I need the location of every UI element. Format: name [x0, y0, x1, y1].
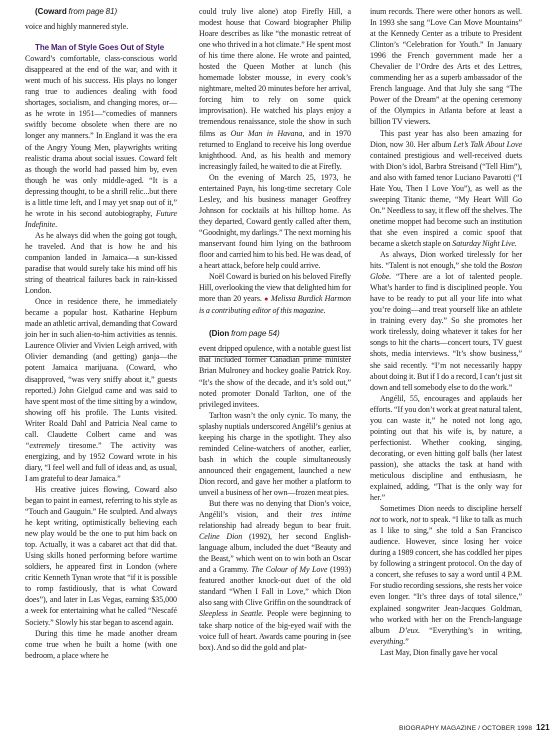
- coward-c1-p5: During this time he made another dream come true when he built a home (with one bedroom, a place where he: [25, 628, 177, 660]
- coward-c1-p4: His creative juices flowing, Coward also began to paint in earnest, referring to his style as “Touch and Gauguin.” He sculpted. And always he kept writing, optimistically believing each new play would be the one to put him back on top. Actually, it was a cabaret act that did that. Using skills honed performing before wartime soldiers, he appeared first in London (where critic Kenneth Tynan wrote that “if it is possible to romp fastidiously, that is what Coward does”), and later in Las Vegas, earning $35,000 a week for entertaining what he called “Nescafé Society.” Slowly his star began to ascend again.: [25, 484, 177, 627]
- coward-c1-p1: Coward’s comfortable, class-conscious world disappeared at the end of the war, and with it went much of his success. His plays no longer rang true to audiences dealing with food shortages, socialism, and changing mores, or—as he wrote in 1951—“comedies of manners swiftly become obsolete when there are no longer any manners.” In England it was the era of the Angry Young Men, playwrights writing realistic drama about social issues. Coward felt as though the world had passed him by, even though he was only middle-aged. “It is a depressing thought, to be a shrill relic...but there is a little time left, and I may yet snap out of it,” he wrote in his second autobiography, Future Indefinite.: [25, 54, 177, 229]
- dion-c3-p3: As always, Dion worked tirelessly for her hits. “Talent is not enough,” she told the Boston Globe. “There are a lot of talented people. What’s harder to find is disciplined people. You have to be ready to put all your life into what you’re doing—and treat yourself like an athlete in training every day.” So she promotes her work tirelessly, doing whatever it takes for her songs to hit the charts—concert tours, TV guest shots, media interviews. “It’s show business,” she said recently. “I’m not necessarily happy about doing it. But if I do a record, I can’t just sit down and tell somebody else to do the work.”: [370, 250, 523, 392]
- dion-continued-line: (Dion from page 54): [209, 329, 280, 339]
- coward-c2-p3: Noël Coward is buried on his beloved Firefly Hill, overlooking the view that delighted him for more than 20 years. ● Melissa Burdick Harmon is a contributing editor of this magazine.: [199, 272, 351, 316]
- author-credit: Melissa Burdick Harmon is a contributing editor of this magazine.: [199, 294, 351, 316]
- coward-c1-p2: As he always did when the going got tough, he traveled. And that is how he and his companion landed in Jamaica—a sun-kissed paradise that would surely take his mind off his string of theatrical failures back in rain-kissed London.: [25, 230, 177, 296]
- coward-c1-p3: Once in residence there, he immediately became a popular host. Katharine Hepburn made an athletic arrival, demanding that Coward join her in such alien-to-him activities as tennis. Laurence Olivier and Vivien Leigh arrived, with Olivier demanding (and getting) ganja—the potent Jamaica marijuana. (Coward, who disapproved, “was very sniffy about it,” guests reported.) John Gielgud came and was said to have spent most of the time sitting by a window, showing off his profile. The Lunts visited. Writer Roald Dahl and Patricia Neal came to call. Claudette Colbert came and was “extremely tiresome.” The activity was energizing, and by 1952 Coward wrote in his diary, “I feel well and full of ideas and, as usual, I am grateful to dear Jamaica.”: [25, 297, 178, 483]
- dion-c3-p6: Last May, Dion finally gave her vocal: [380, 647, 498, 657]
- coward-continued-line: (Coward from page 81): [35, 7, 118, 16]
- dion-c2-p2: Tarlton wasn’t the only cynic. To many, the splashy nuptials underscored Angélil’s genius at keeping his charge in the spotlight. They also reminded Celine-watchers of another, earlier, bash in which the couple simultaneously announced their engagement, launched a new Dion record, and gave her mother a platform to unveil a business of her own—frozen meat pies.: [199, 410, 351, 497]
- end-mark-icon: ●: [264, 295, 269, 304]
- coward-c2-p2: On the evening of March 25, 1973, he entertained Payn, his long-time secretary Cole Lesley, and his business manager Geoffrey Johnson for cocktails at his hilltop home. As they departed, Coward gently called after them, “Goodnight, my darlings.” The next morning his manservant found him lying on the bathroom floor and carried him to his bed. He was dead, of a heart attack, before help could arrive.: [199, 172, 351, 271]
- dion-c3-p2: This past year has also been amazing for Dion, now 30. Her album Let’s Talk About Love contained prestigious and well-received duets with Dion’s idol, Barbra Streisand (“Tell Him”), and also with famed tenor Luciano Pavarotti (“I Hate You, Then I Love You”), as well as the sweeping Titanic theme, “My Heart Will Go On.” Needless to say, it flew off the shelves. The onetime moppet had become such an institution that she even inspired a comic spoof that became a sketch staple on Saturday Night Live.: [370, 128, 522, 248]
- dion-c3-p5: Sometimes Dion needs to discipline herself not to work, not to speak. “I like to talk as much as I like to sing,” she told a San Francisco audience. However, since losing her voice during a 1989 concert, she has coddled her pipes by following a stringent protocol. On the day of a concert, she refuses to say a word until 4 P.M. For studio recording sessions, she rests her voice even longer. “It’s three days of total silence,” explained songwriter Jean-Jacques Goldman, who worked with her on the French-language album D’eux. “Everything’s in writing, everything.”: [370, 504, 523, 646]
- dion-c2-p1: event dripped opulence, with a notable guest list that included former Canadian prime minister Brian Mulroney and hockey goalie Patrick Roy. “It’s the show of the decade, and it’s sold out,” noted promoter Donald Tarlton, one of the privileged invitees.: [199, 344, 351, 409]
- dion-c3-p4: Angélil, 55, encourages and applauds her efforts. “If you don’t work at great natural talent, you can waste it,” he noted not long ago, pointing out that his wife is, by nature, a perfectionist. Whether cooking, singing, decorating, or even hitting golf balls (her latest passion), she attacks the task at hand with meticulous discipline and enthusiasm, he explained, adding, “That is the only way for her.”: [370, 393, 522, 503]
- dion-c2-p3: But there was no denying that Dion’s voice, Angélil’s vision, and their tres intime relationship had already begun to bear fruit. Celine Dion (1992), her second English-language album, included the duet “Beauty and the Beast,” which went on to win both an Oscar and a Grammy. The Colour of My Love (1993) featured another knock-out duet of the old standard “When I Fall in Love,” which Dion also sang with Clive Griffin on the soundtrack of Sleepless in Seattle. People were beginning to take sharp notice of the big-eyed waif with the voice full of heart. Awards came pouring in (see box). And so did the gold and plat-: [199, 499, 352, 652]
- coward-section-heading: The Man of Style Goes Out of Style: [35, 43, 165, 53]
- coward-c2-p1: could truly live alone) atop Firefly Hill, a modest house that Coward biographer Philip Hoare describes as like “the monastic retreat of one who thrived in a hot climate.” He spent most of his time there alone. He wrote and painted, hosted the Queen Mother at lunch (his homemade lobster mousse, in every cook’s nightmare, melted 20 minutes before her arrival, forcing him to rely on some quick improvisation). He watched his plays enjoy a tremendous renaissance, stole the show in such films as Our Man in Havana, and in 1970 returned to England to receive his long overdue knighthood. And, as his health and memory increasingly failed, he waited to die at Firefly.: [199, 7, 352, 171]
- dion-column-3: [370, 0, 522, 658]
- page-number: 121: [536, 723, 550, 732]
- coward-column-1: [25, 0, 177, 661]
- coward-c1-p0: voice and highly mannered style.: [25, 22, 129, 32]
- dion-c3-p1: inum records. There were other honors as well. In 1993 she sang “Love Can Move Mountains” at the Kennedy Center as a tribute to President Clinton’s “Celebration for Youth.” In January 1996 the French government made her a Chevalier de l’Ordre des Arts et des Lettres, commending her as a superb ambassador of the French language. And that July she sang “The Power of the Dream” at the opening ceremony of the Olympics in Atlanta before at least a billion TV viewers.: [370, 7, 522, 127]
- page-footer: [399, 723, 550, 732]
- footer-magazine: BIOGRAPHY MAGAZINE / OCTOBER 1998: [399, 725, 533, 732]
- middle-column: [199, 0, 351, 653]
- middle-column-divider: [199, 356, 351, 357]
